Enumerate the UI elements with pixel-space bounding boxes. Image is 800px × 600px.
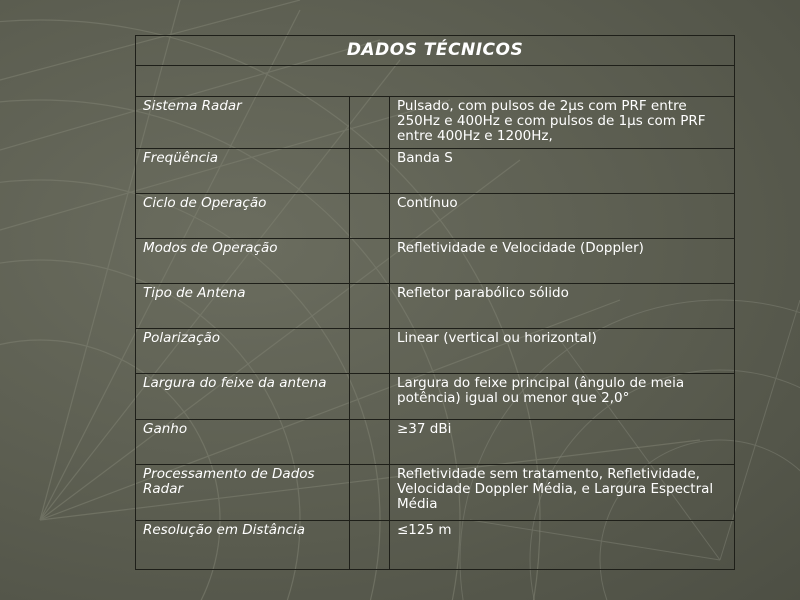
row-label: Polarização — [136, 329, 350, 374]
table-row — [136, 97, 735, 149]
row-value: Banda S — [390, 149, 735, 194]
table-title: DADOS TÉCNICOS — [136, 36, 735, 66]
table-row — [136, 374, 735, 420]
table-row — [136, 149, 735, 194]
row-label: Modos de Operação — [136, 239, 350, 284]
table-row — [136, 194, 735, 239]
row-value: ≤125 m — [390, 521, 735, 570]
table-row — [136, 521, 735, 570]
row-value: Linear (vertical ou horizontal) — [390, 329, 735, 374]
row-label: Largura do feixe da antena — [136, 374, 350, 420]
spacer-cell — [350, 329, 390, 374]
spacer-cell — [350, 465, 390, 521]
row-value: Largura do feixe principal (ângulo de meia potência) igual ou menor que 2,0° — [390, 374, 735, 420]
technical-data-table — [135, 35, 735, 570]
table-row — [136, 420, 735, 465]
table-row — [136, 284, 735, 329]
blank-row — [136, 66, 735, 97]
row-label: Tipo de Antena — [136, 284, 350, 329]
table-row — [136, 465, 735, 521]
row-label: Ciclo de Operação — [136, 194, 350, 239]
spacer-cell — [350, 284, 390, 329]
spacer-cell — [350, 521, 390, 570]
table-row — [136, 239, 735, 284]
row-label: Processamento de Dados Radar — [136, 465, 350, 521]
row-value: Contínuo — [390, 194, 735, 239]
row-label: Freqüência — [136, 149, 350, 194]
spacer-cell — [350, 194, 390, 239]
table-row — [136, 329, 735, 374]
row-value: Pulsado, com pulsos de 2µs com PRF entre 250Hz e 400Hz e com pulsos de 1µs com PRF entre 400Hz e 1200Hz, — [390, 97, 735, 149]
spacer-cell — [350, 97, 390, 149]
row-value: ≥37 dBi — [390, 420, 735, 465]
row-value: Refletividade e Velocidade (Doppler) — [390, 239, 735, 284]
row-label: Ganho — [136, 420, 350, 465]
row-value: Refletor parabólico sólido — [390, 284, 735, 329]
row-label: Sistema Radar — [136, 97, 350, 149]
spacer-cell — [350, 374, 390, 420]
spacer-cell — [350, 420, 390, 465]
row-label: Resolução em Distância — [136, 521, 350, 570]
spacer-cell — [350, 149, 390, 194]
spacer-cell — [350, 239, 390, 284]
row-value: Refletividade sem tratamento, Refletividade, Velocidade Doppler Média, e Largura Espectral Média — [390, 465, 735, 521]
